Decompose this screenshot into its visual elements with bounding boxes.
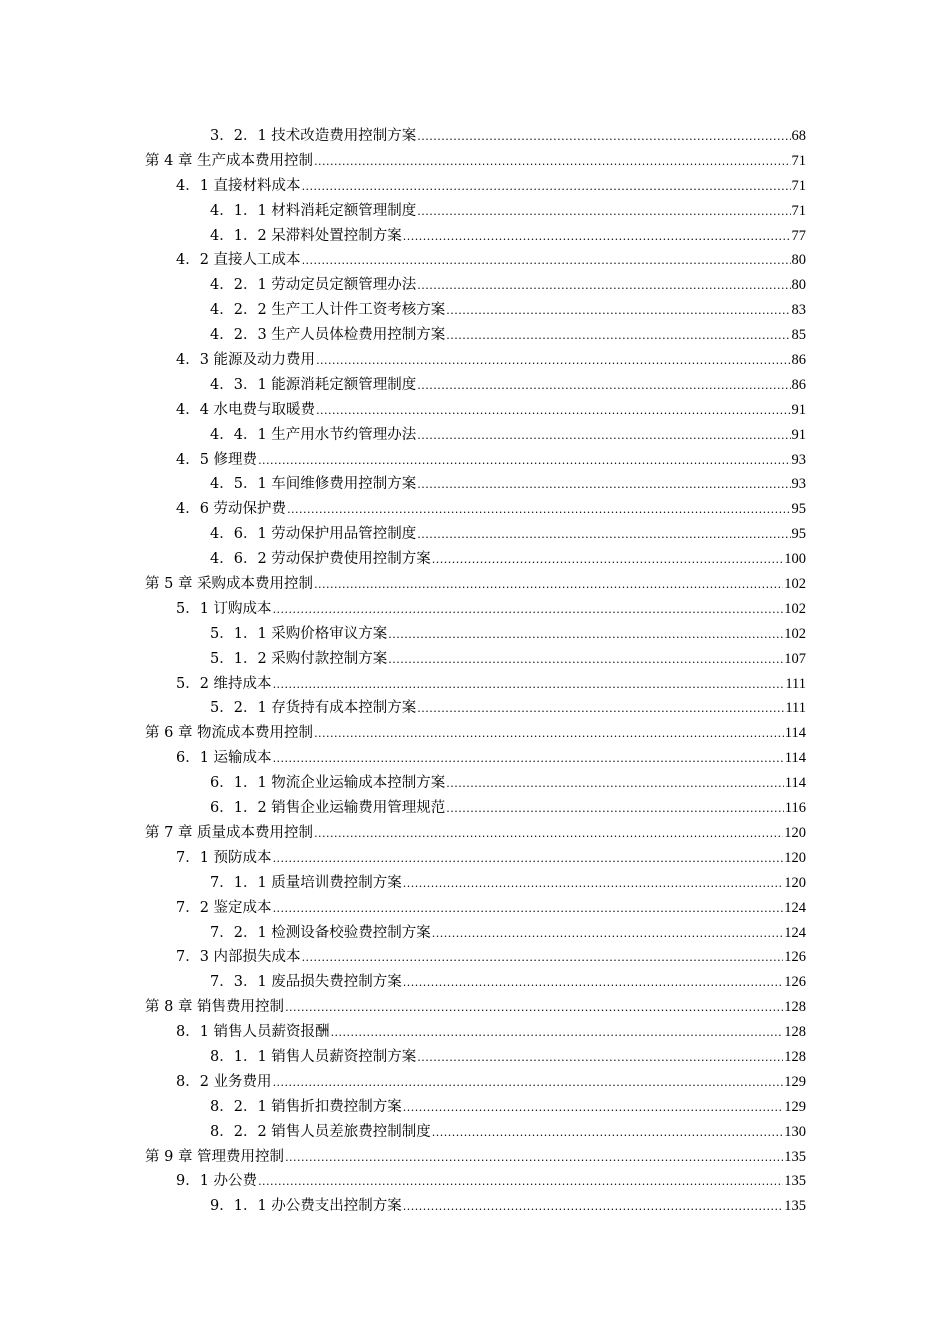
toc-page-number: 71 [791,152,806,169]
toc-page-number: 128 [784,1024,806,1041]
toc-entry-title: 4．4 水电费与取暖费 [176,401,316,418]
toc-dot-leader [314,822,783,847]
toc-page-number: 107 [784,650,806,667]
toc-entry[interactable] [0,124,950,149]
toc-entry[interactable] [0,273,950,298]
toc-dot-leader [446,772,783,797]
toc-page-number: 80 [791,277,806,294]
toc-entry[interactable] [0,1095,950,1120]
toc-entry-title: 5．2 维持成本 [176,675,272,692]
toc-entry[interactable] [0,149,950,174]
toc-entry[interactable] [0,298,950,323]
toc-dot-leader [331,1021,784,1046]
toc-entry[interactable] [0,746,950,771]
toc-dot-leader [432,922,783,947]
toc-dot-leader [273,1071,784,1096]
toc-page-number: 93 [791,476,806,493]
toc-entry[interactable] [0,672,950,697]
toc-dot-leader [273,673,785,698]
toc-page-number: 100 [784,551,806,568]
toc-page-number: 135 [784,1148,806,1165]
toc-entry[interactable] [0,448,950,473]
toc-entry[interactable] [0,1169,950,1194]
toc-page-number: 91 [791,401,806,418]
toc-entry[interactable] [0,472,950,497]
toc-entry-title: 4．2．3 生产人员体检费用控制方案 [210,327,446,344]
toc-dot-leader [446,299,790,324]
toc-page-number: 120 [784,824,806,841]
toc-page-number: 111 [785,700,806,717]
toc-entry-title: 4．5 修理费 [176,451,258,468]
toc-entry-title: 4．3．1 能源消耗定额管理制度 [210,376,417,393]
toc-dot-leader [446,324,790,349]
toc-entry[interactable] [0,796,950,821]
toc-page-number: 102 [784,576,806,593]
toc-page-number: 135 [784,1198,806,1215]
toc-entry-title: 9．1 办公费 [176,1173,258,1190]
toc-entry[interactable] [0,896,950,921]
toc-dot-leader [417,125,790,150]
toc-entry-title: 7．2 鉴定成本 [176,899,272,916]
toc-entry[interactable] [0,348,950,373]
toc-entry[interactable] [0,248,950,273]
toc-page-number: 116 [784,800,806,817]
toc-dot-leader [273,747,784,772]
toc-entry[interactable] [0,945,950,970]
toc-entry-title: 6．1 运输成本 [176,750,272,767]
toc-page-number: 85 [791,327,806,344]
toc-entry-title: 3．2．1 技术改造费用控制方案 [210,128,417,144]
toc-entry-title: 5．1．2 采购付款控制方案 [210,650,388,667]
toc-entry-title: 第 5 章 采购成本费用控制 [145,576,314,593]
toc-dot-leader [403,872,783,897]
toc-dot-leader [417,424,790,449]
toc-entry-title: 第 7 章 质量成本费用控制 [145,824,314,841]
toc-page-number: 95 [791,526,806,543]
toc-entry-title: 4．6．1 劳动保护用品管控制度 [210,526,417,543]
toc-entry[interactable] [0,174,950,199]
toc-entry-title: 8．1．1 销售人员薪资控制方案 [210,1048,417,1065]
toc-entry[interactable] [0,1145,950,1170]
toc-dot-leader [388,623,783,648]
toc-entry[interactable] [0,373,950,398]
toc-entry[interactable] [0,846,950,871]
toc-entry-title: 4．1．1 材料消耗定额管理制度 [210,202,417,219]
toc-entry-title: 5．1．1 采购价格审议方案 [210,625,388,642]
toc-page-number: 124 [784,899,806,916]
toc-entry[interactable] [0,821,950,846]
toc-dot-leader [287,498,790,523]
toc-dot-leader [285,1146,783,1171]
toc-entry[interactable] [0,547,950,572]
toc-entry-title: 4．2 直接人工成本 [176,252,301,269]
toc-dot-leader [314,722,784,747]
toc-page-number: 135 [784,1173,806,1190]
toc-entry[interactable] [0,921,950,946]
toc-page-number: 91 [791,426,806,443]
toc-entry-title: 第 4 章 生产成本费用控制 [145,152,314,169]
toc-entry-title: 4．1 直接材料成本 [176,177,301,194]
toc-dot-leader [432,548,783,573]
toc-page-number: 128 [784,999,806,1016]
toc-dot-leader [314,150,790,175]
toc-entry-title: 8．2．2 销售人员差旅费控制制度 [210,1123,431,1140]
toc-entry[interactable] [0,970,950,995]
toc-page-number: 130 [784,1123,806,1140]
toc-entry[interactable] [0,497,950,522]
toc-entry-title: 5．1 订购成本 [176,600,272,617]
toc-entry[interactable] [0,871,950,896]
toc-entry-title: 7．1．1 质量培训费控制方案 [210,874,402,891]
toc-dot-leader [417,1046,783,1071]
toc-dot-leader [273,897,784,922]
toc-entry-title: 第 9 章 管理费用控制 [145,1148,285,1165]
toc-page-number: 114 [784,750,806,767]
toc-page-number: 124 [784,924,806,941]
toc-entry-title: 5．2．1 存货持有成本控制方案 [210,700,417,717]
toc-entry[interactable] [0,423,950,448]
toc-dot-leader [316,399,790,424]
toc-dot-leader [403,225,791,250]
toc-page-number: 71 [791,177,806,194]
toc-entry-title: 4．5．1 车间维修费用控制方案 [210,476,417,493]
toc-page-number: 86 [791,352,806,369]
toc-entry-title: 4．2．1 劳动定员定额管理办法 [210,277,417,294]
toc-entry[interactable] [0,1045,950,1070]
toc-dot-leader [417,200,790,225]
toc-entry-title: 7．1 预防成本 [176,849,272,866]
toc-dot-leader [285,996,783,1021]
toc-entry-title: 6．1．2 销售企业运输费用管理规范 [210,800,446,817]
toc-dot-leader [314,573,783,598]
toc-entry-title: 7．3 内部损失成本 [176,949,301,966]
toc-dot-leader [388,648,783,673]
toc-page-number: 120 [784,849,806,866]
toc-entry[interactable] [0,771,950,796]
toc-page-number: 95 [791,501,806,518]
toc-entry-title: 8．2．1 销售折扣费控制方案 [210,1098,402,1115]
toc-entry-title: 8．2 业务费用 [176,1073,272,1090]
toc-entry-title: 7．2．1 检测设备校验费控制方案 [210,924,431,941]
toc-entry[interactable] [0,1120,950,1145]
toc-entry[interactable] [0,1020,950,1045]
toc-entry-title: 4．4．1 生产用水节约管理办法 [210,426,417,443]
toc-entry-title: 7．3．1 废品损失费控制方案 [210,974,402,991]
toc-entry-title: 4．3 能源及动力费用 [176,352,316,369]
toc-dot-leader [403,1096,783,1121]
toc-page-number: 126 [784,949,806,966]
toc-page-number: 86 [791,376,806,393]
toc-entry[interactable] [0,721,950,746]
toc-entry[interactable] [0,597,950,622]
toc-page-number: 68 [791,128,806,144]
toc-entry[interactable] [0,522,950,547]
toc-page-number: 77 [791,227,806,244]
toc-entry-title: 第 6 章 物流成本费用控制 [145,725,314,742]
toc-page-number: 129 [784,1073,806,1090]
toc-dot-leader [302,175,791,200]
toc-page-number: 71 [791,202,806,219]
toc-dot-leader [302,249,791,274]
toc-page-number: 80 [791,252,806,269]
toc-dot-leader [316,349,790,374]
toc-entry-title: 4．2．2 生产工人计件工资考核方案 [210,302,446,319]
toc-page-number: 102 [784,625,806,642]
toc-dot-leader [446,797,783,822]
toc-dot-leader [403,1195,783,1220]
toc-entry-title: 4．1．2 呆滞料处置控制方案 [210,227,402,244]
toc-dot-leader [417,697,784,722]
toc-entry-title: 9．1．1 办公费支出控制方案 [210,1198,402,1215]
toc-dot-leader [417,274,790,299]
toc-page-number: 83 [791,302,806,319]
toc-entry[interactable] [0,647,950,672]
toc-dot-leader [258,449,790,474]
toc-dot-leader [258,1170,783,1195]
toc-page-number: 102 [784,600,806,617]
toc-entry[interactable] [0,995,950,1020]
toc-entry[interactable] [0,224,950,249]
toc-page-number: 128 [784,1048,806,1065]
toc-entry[interactable] [0,1194,950,1219]
toc-entry-title: 4．6 劳动保护费 [176,501,287,518]
toc-dot-leader [432,1121,783,1146]
toc-entry-title: 4．6．2 劳动保护费使用控制方案 [210,551,431,568]
toc-page-number: 120 [784,874,806,891]
table-of-contents [0,124,950,1219]
toc-page-number: 111 [785,675,806,692]
toc-dot-leader [417,473,790,498]
toc-page-number: 93 [791,451,806,468]
toc-entry[interactable] [0,696,950,721]
toc-entry[interactable] [0,622,950,647]
toc-page-number: 114 [784,775,806,792]
toc-dot-leader [417,374,790,399]
toc-entry[interactable] [0,572,950,597]
toc-dot-leader [417,523,790,548]
toc-dot-leader [273,847,784,872]
toc-page-number: 114 [784,725,806,742]
toc-page-number: 129 [784,1098,806,1115]
toc-dot-leader [403,971,783,996]
toc-entry[interactable] [0,1070,950,1095]
toc-entry[interactable] [0,398,950,423]
toc-entry[interactable] [0,323,950,348]
toc-entry-title: 6．1．1 物流企业运输成本控制方案 [210,775,446,792]
toc-entry[interactable] [0,199,950,224]
toc-dot-leader [273,598,784,623]
toc-dot-leader [302,946,784,971]
toc-entry-title: 第 8 章 销售费用控制 [145,999,285,1016]
toc-page-number: 126 [784,974,806,991]
toc-entry-title: 8．1 销售人员薪资报酬 [176,1024,330,1041]
